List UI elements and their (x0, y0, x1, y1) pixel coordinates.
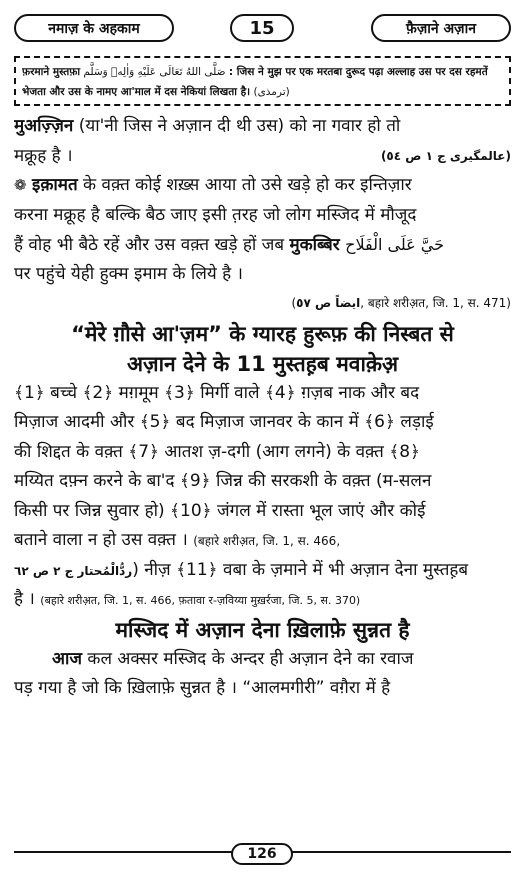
term-aaj: आज (52, 648, 82, 669)
paren: ( (291, 296, 297, 310)
header-book-title: नमाज़ के अहकाम (14, 14, 174, 42)
arabic-phrase: حَيَّ عَلَى الْفَلَاح (345, 235, 444, 254)
header-chapter-title: फ़ैज़ाने अज़ान (371, 14, 511, 42)
term-muazzin: मुअज़्ज़िन (14, 116, 74, 136)
text-line: मिज़ाज आदमी और ﴾5﴿ बद मिज़ाज जानवर के कान में ﴾6﴿ लड़ाई (14, 412, 434, 432)
hadith-quote-box (14, 56, 511, 106)
text-line: पड़ गया है जो कि ख़िलाफ़े सुन्नत है । “आलमगीरी” वग़ैरा में है (14, 678, 391, 698)
line-text: बताने वाला न हो उस वक़्त । (14, 530, 188, 550)
text-line: ﴾1﴿ बच्चे ﴾2﴿ मग़मूम ﴾3﴿ मिर्गी वाले ﴾4﴿ ग़ज़ब नाक और बद (14, 382, 420, 403)
citation-arabic: ایضاً ص ٥٧ (296, 296, 361, 310)
text-line (14, 142, 511, 172)
text-line: किसी पर जिन्न सुवार हो) ﴾10﴿ जंगल में रास्ता भूल जाएं और कोई (14, 500, 426, 521)
page-body (14, 112, 511, 704)
line-text: कल अक्सर मस्जिद के अन्दर ही अज़ान देने का रवाज (82, 648, 414, 669)
citation: (عالمگیری ج ١ ص ٥٤) (380, 148, 511, 163)
text-line (14, 526, 511, 556)
line-text: (या'नी जिस ने अज़ान दी थी उस) को ना गवार हो तो (73, 116, 401, 136)
text-line: की शिद्दत के वक़्त ﴾7﴿ आतश ज़-दगी (आग लगने) के वक़्त ﴾8﴿ (14, 441, 420, 462)
header-page-number: 15 (230, 14, 294, 42)
quote-reference: (ترمذی) (253, 86, 290, 98)
line-text: हैं वोह भी बैठे रहें और उस वक़्त खड़े हों जब (14, 235, 285, 255)
section-heading-3: मस्जिद में अज़ान देना ख़िलाफ़े सुन्नत है (115, 617, 410, 642)
citation: , बहारे शरीअ़त, जि. 1, स. 471) (360, 296, 511, 310)
quote-salutation: صَلَّى اللهُ تَعَالَى عَلَيْهِ وَاٰلِهٖ وَسَلَّم (83, 66, 226, 78)
term-iqamat: इक़ामत (31, 175, 78, 195)
quote-label: फ़रमाने मुस्तफ़ा (22, 66, 81, 78)
quote-line-2 (22, 82, 503, 102)
quote-line-1 (22, 62, 503, 82)
term-mukabbir: मुकब्बिर (289, 235, 340, 255)
flower-bullet-icon: ❁ (14, 176, 27, 194)
footer-page-number: 126 (231, 843, 293, 865)
text-line (14, 171, 511, 201)
citation-line (14, 289, 511, 319)
text-line (14, 585, 511, 615)
citation: (बहारे शरीअ़त, जि. 1, स. 466, फ़तावा र-ज़विय्या मुख़र्रजा, जि. 5, स. 370) (40, 594, 361, 607)
line-text: मक्रूह है । (14, 145, 73, 166)
quote-text-1: : जिस ने मुझ पर एक मरतबा दुरूद पढ़ा अल्लाह उस पर दस रहमतें (228, 66, 488, 78)
text-line: मय्यित दफ़्न करने के बा'द ﴾9﴿ जिन्न की सरकशी के वक़्त (म-सलन (14, 471, 432, 491)
section-heading-2: अज़ान देने के 11 मुस्तह़ब मवाक़ेअ़ (126, 351, 399, 376)
citation: (बहारे शरीअ़त, जि. 1, स. 466, (193, 534, 341, 548)
page-header (14, 14, 511, 44)
quote-text-2: भेजता और उस के नामए आ'माल में दस नेकियां लिखता है। (22, 86, 251, 98)
text-line (14, 230, 511, 260)
text-line (14, 112, 511, 142)
text-line: पर पहुंचे येही हुक्म इमाम के लिये है । (14, 263, 243, 284)
line-text: है । (14, 589, 35, 609)
text-line (14, 645, 511, 675)
text-line: करना मक्रूह है बल्कि बैठ जाए इसी त़रह जो लोग मस्जिद में मौजूद (14, 204, 417, 225)
line-text: के वक़्त कोई शख़्स आया तो उसे खड़े हो कर इन्तिज़ार (77, 175, 412, 195)
text-line (14, 556, 511, 586)
citation-arabic: ردُّالْمُحتار ج ٢ ص ٦٢ (14, 563, 133, 578)
section-heading-1: “मेरे ग़ौसे आ'ज़म” के ग्यारह हुरूफ़ की निस्बत से (71, 321, 454, 346)
line-text: ) नीज़ ﴾11﴿ वबा के ज़माने में भी अज़ान देना मुस्तह़ब (132, 559, 469, 580)
